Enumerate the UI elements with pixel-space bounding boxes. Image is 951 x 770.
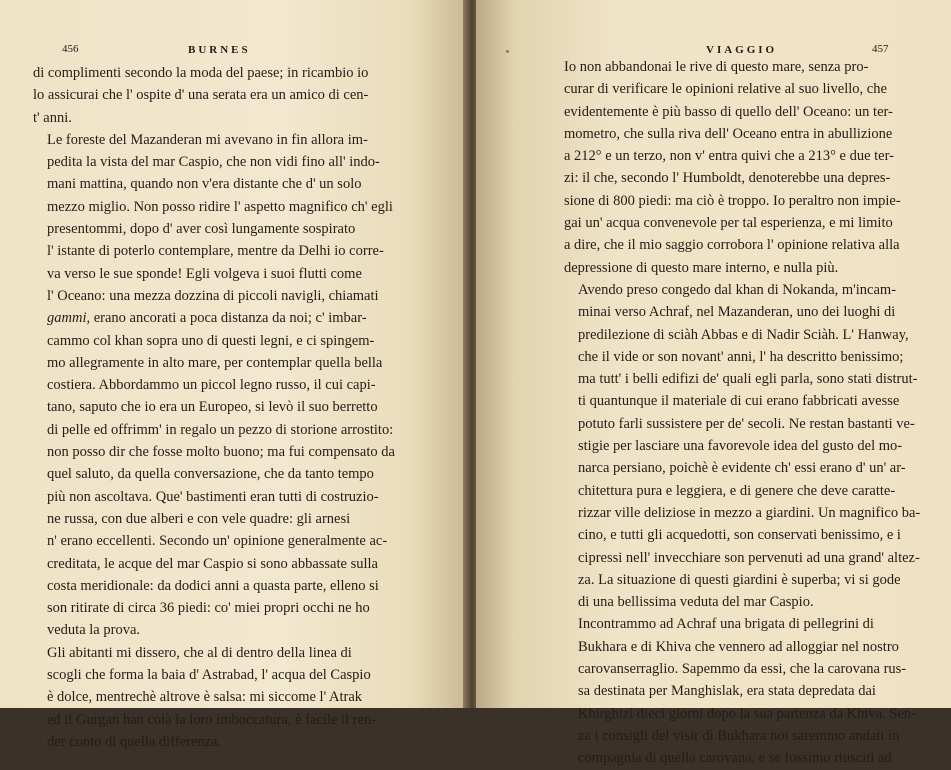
text-line: minai verso Achraf, nel Mazanderan, uno dei luoghi di	[578, 304, 896, 321]
text-line: scogli che forma la baia d' Astrabad, l' acqua del Caspio	[47, 667, 371, 684]
text-line: ed il Gurgan han colà la loro imboccatura, è facile il ren-	[47, 711, 377, 728]
text-line: ma tutt' i belli edifizi de' quali egli parla, sono stati distrut-	[578, 371, 918, 388]
text-line: a dire, che il mio saggio corrobora l' opinione relativa alla	[564, 237, 900, 254]
text-line: Io non abbandonai le rive di questo mare, senza pro-	[564, 59, 869, 75]
right-page-text	[564, 56, 922, 770]
text-line: Le foreste del Mazanderan mi avevano in fin allora im-	[47, 131, 368, 148]
paragraph	[564, 279, 922, 613]
text-line: mo allegramente in alto mare, per contemplar quella bella	[47, 354, 383, 371]
text-line: quel saluto, da quella conversazione, che da tanto tempo	[47, 466, 374, 483]
text-line: sa destinata per Manghislak, era stata depredata dai	[578, 683, 876, 700]
text-line: a 212° e un terzo, non v' entra quivi che a 213° e due ter-	[564, 148, 894, 165]
text-line: Gli abitanti mi dissero, che al di dentro della linea di	[47, 644, 352, 661]
paragraph	[33, 129, 395, 642]
text-line: potuto farli sussistere per de' secoli. Ne restan bastanti ve-	[578, 415, 915, 432]
text-line: mezzo miglio. Non posso ridire l' aspetto magnifico ch' egli	[47, 198, 393, 215]
text-line: carovanserraglio. Sapemmo da essi, che la carovana rus-	[578, 661, 907, 678]
text-line: l' istante di poterlo contemplare, mentre da Delhi io corre-	[47, 243, 384, 260]
text-line: costiera. Abbordammo un piccol legno russo, il cui capi-	[47, 377, 376, 394]
text-line: zi: il che, secondo l' Humboldt, denoterebbe una depres-	[564, 170, 891, 187]
text-line: mometro, che sulla riva dell' Oceano entra in abullizione	[564, 125, 893, 142]
text-line: son ritirate di circa 36 piedi: co' miei propri occhi ne ho	[47, 600, 370, 617]
text-line: gammi, erano ancorati a poca distanza da noi; c' imbar-	[47, 310, 367, 327]
text-line: non posso dir che fosse molto buono; ma fui compensato da	[47, 444, 395, 461]
text-line: cammo col khan sopra uno di questi legni, e ci spingem-	[47, 332, 375, 349]
text-line: rizzar ville deliziose in mezzo a giardini. Un magnifico ba-	[578, 504, 921, 521]
text-line: Bukhara e di Khiva che vennero ad alloggiar nel nostro	[578, 638, 899, 655]
left-running-head: BURNES	[188, 44, 251, 56]
text-line: t' anni.	[33, 109, 72, 126]
right-page	[476, 0, 951, 767]
text-line: creditata, le acque del mar Caspio si sono abbassate sulla	[47, 555, 378, 572]
text-line: di una bellissima veduta del mar Caspio.	[578, 594, 814, 611]
text-line: sione di 800 piedi: ma ciò è troppo. Io peraltro non impie-	[564, 192, 901, 209]
text-line: lo assicurai che l' ospite d' una serata era un amico di cen-	[33, 87, 369, 104]
paragraph	[33, 642, 390, 753]
text-line: depressione di questo mare interno, e nulla più.	[564, 259, 839, 276]
right-page-number: 457	[872, 43, 889, 55]
text-line: Avendo preso congedo dal khan di Nokanda, m'incam-	[578, 281, 897, 298]
paragraph	[564, 613, 922, 769]
text-line: mani mattina, quando non v'era distante che d' un solo	[47, 176, 362, 193]
text-line: der conto di quella differenza.	[47, 733, 222, 750]
text-line: cino, e tutti gli acquedotti, son conservati benissimo, e i	[578, 527, 901, 544]
right-running-head: VIAGGIO	[706, 44, 778, 56]
text-line: za. La situazione di questi giardini è superba; vi si gode	[578, 571, 901, 588]
text-line: tano, saputo che io era un Europeo, si levò il suo berretto	[47, 399, 378, 416]
text-line: costa meridionale: da dodici anni a quasta parte, elleno si	[47, 577, 379, 594]
left-page-text	[33, 62, 395, 753]
left-page	[0, 0, 468, 750]
text-line: za i consigli del visir di Bukhara noi saremmo andati in	[578, 727, 900, 744]
text-line: più non ascoltava. Que' bastimenti eran tutti di costruzio-	[47, 488, 379, 505]
text-line: gai un' acqua convenevole per tal esperienza, e mi limito	[564, 215, 893, 232]
text-line: Khirghizi dieci giorni dopo la sua partenza da Khiva. Sen-	[578, 705, 916, 722]
paper-fleck	[506, 50, 509, 53]
text-line: ti quantunque il materiale di cui erano fabbricati avesse	[578, 393, 900, 410]
text-line: Incontrammo ad Achraf una brigata di pellegrini di	[578, 616, 874, 633]
text-line: curar di verificare le opinioni relative al suo livello, che	[564, 81, 887, 98]
text-line: è dolce, mentrechè altrove è salsa: mi siccome l' Atrak	[47, 689, 363, 706]
text-line: ne russa, con due alberi e con vele quadre: gli arnesi	[47, 510, 351, 527]
text-line: va verso le sue sponde! Egli volgeva i suoi flutti come	[47, 265, 362, 282]
paragraph	[33, 62, 390, 129]
text-line: di pelle ed offrimm' in regalo un pezzo di storione arrostito:	[47, 421, 394, 438]
text-line: cipressi nell' invecchiare son pervenuti ad una grand' altez-	[578, 549, 920, 566]
text-line: stigie per lasciare una favorevole idea del gusto del mo-	[578, 438, 903, 455]
text-line: compagnia di quella carovana, e se fossimo riusciti ad	[578, 750, 892, 767]
text-line: che il vide or son novant' anni, l' ha descritto benissimo;	[578, 348, 904, 365]
text-line: pedita la vista del mar Caspio, che non vidi fino all' indo-	[47, 154, 380, 171]
paragraph	[564, 56, 922, 279]
text-line: chitettura pura e leggiera, e di genere che deve caratte-	[578, 482, 896, 499]
text-line: l' Oceano: una mezza dozzina di piccoli navigli, chiamati	[47, 287, 379, 304]
text-line: evidentemente è più basso di quello dell' Oceano: un ter-	[564, 103, 893, 120]
left-page-number: 456	[62, 43, 79, 55]
text-line: di complimenti secondo la moda del paese; in ricambio io	[33, 65, 369, 81]
text-line: n' erano eccellenti. Secondo un' opinione generalmente ac-	[47, 533, 388, 550]
text-line: veduta la prova.	[47, 622, 141, 639]
text-line: predilezione di sciàh Abbas e di Nadir Sciàh. L' Hanway,	[578, 326, 909, 343]
text-line: narca persiano, poichè è evidente ch' essi erano d' un' ar-	[578, 460, 906, 477]
text-line: presentommi, dopo d' aver così lungamente sospirato	[47, 221, 356, 238]
